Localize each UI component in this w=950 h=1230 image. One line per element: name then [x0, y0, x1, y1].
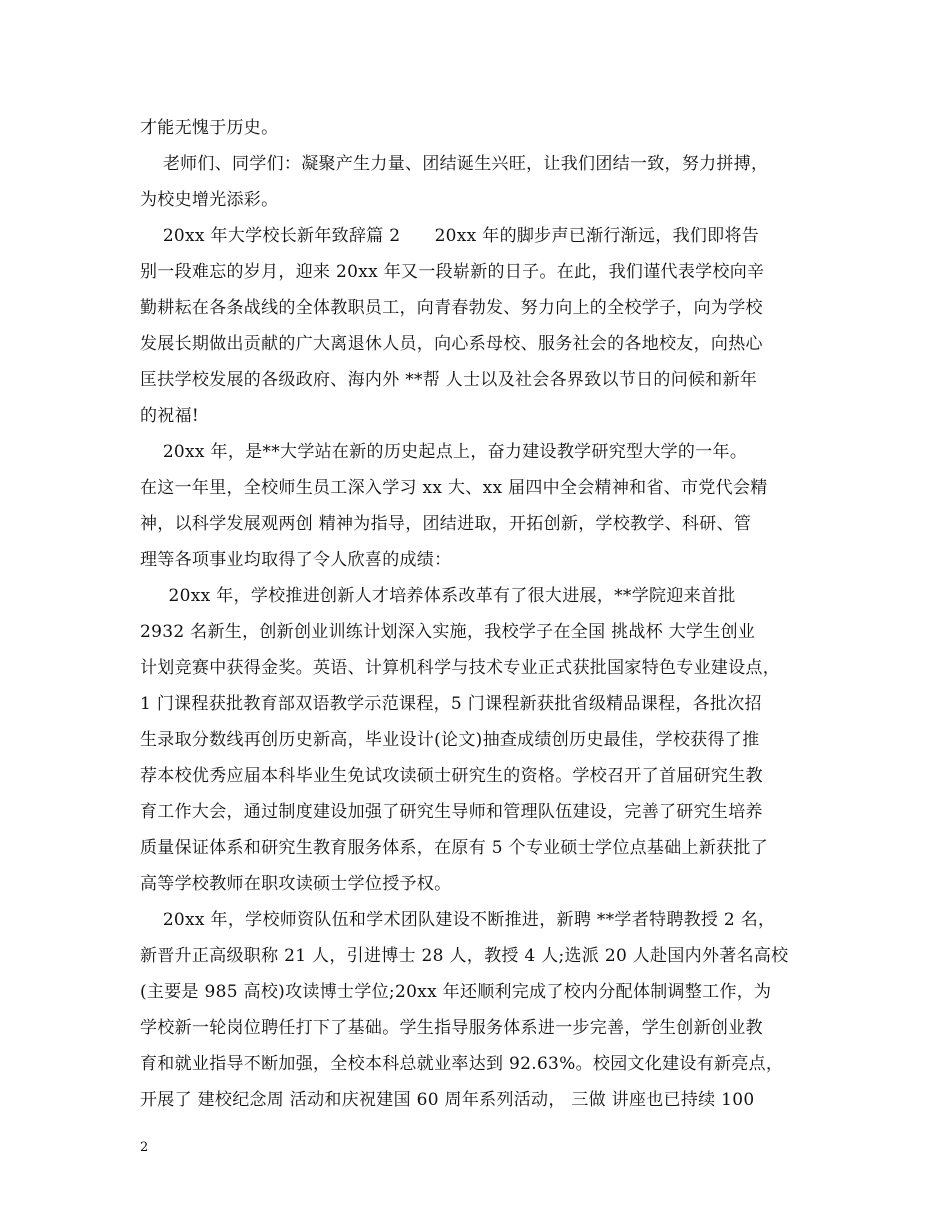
text-line: 别一段难忘的岁月，迎来 20xx 年又一段崭新的日子。在此，我们谨代表学校向辛: [140, 262, 765, 282]
text-line: 在这一年里，全校师生员工深入学习 xx 大、xx 届四中全会精神和省、市党代会精: [140, 478, 768, 498]
text-line: 20xx 年大学校长新年致辞篇 2 20xx 年的脚步声已渐行渐远，我们即将告: [140, 226, 760, 246]
page-number: 2: [140, 1140, 149, 1155]
text-line: 高等学校教师在职攻读硕士学位授予权。: [140, 874, 452, 894]
text-line: 育和就业指导不断加强，全校本科总就业率达到 92.63%。校园文化建设有新亮点，: [140, 1054, 784, 1074]
text-line: 才能无愧于历史。: [140, 118, 279, 138]
text-line: 开展了 建校纪念周 活动和庆祝建国 60 周年系列活动， 三做 讲座也已持续 100: [140, 1090, 755, 1110]
text-line: 为校史增光添彩。: [140, 190, 279, 210]
text-line: 理等各项事业均取得了令人欣喜的成绩：: [140, 550, 452, 570]
text-line: 20xx 年，是**大学站在新的历史起点上，奋力建设教学研究型大学的一年。: [140, 442, 748, 462]
text-line: 生录取分数线再创历史新高，毕业设计(论文)抽查成绩创历史最佳，学校获得了推: [140, 730, 760, 750]
text-line: (主要是 985 高校)攻读博士学位;20xx 年还顺利完成了校内分配体制调整工作，为: [140, 982, 772, 1002]
text-line: 1 门课程获批教育部双语教学示范课程，5 门课程新获批省级精品课程，各批次招: [140, 694, 762, 714]
text-line: 勤耕耘在各条战线的全体教职员工，向青春勃发、努力向上的全校学子，向为学校: [140, 298, 763, 318]
text-line: 荐本校优秀应届本科毕业生免试攻读硕士研究生的资格。学校召开了首届研究生教: [140, 766, 763, 786]
text-line: 质量保证体系和研究生教育服务体系，在原有 5 个专业硕士学位点基础上新获批了: [140, 838, 769, 858]
text-line: 发展长期做出贡献的广大离退休人员，向心系母校、服务社会的各地校友，向热心: [140, 334, 763, 354]
text-line: 计划竞赛中获得金奖。英语、计算机科学与技术专业正式获批国家特色专业建设点，: [140, 658, 781, 678]
text-line: 的祝福!: [140, 406, 200, 426]
text-line: 20xx 年，学校推进创新人才培养体系改革有了很大进展，**学院迎来首批: [140, 586, 736, 606]
text-line: 20xx 年，学校师资队伍和学术团队建设不断推进，新聘 **学者特聘教授 2 名，: [140, 910, 776, 930]
text-line: 育工作大会，通过制度建设加强了研究生导师和管理队伍建设，完善了研究生培养: [140, 802, 763, 822]
text-line: 老师们、同学们：凝聚产生力量、团结诞生兴旺，让我们团结一致，努力拼搏，: [140, 154, 769, 174]
text-line: 神，以科学发展观两创 精神为指导，团结进取，开拓创新，学校教学、科研、管: [140, 514, 752, 534]
text-line: 2932 名新生，创新创业训练计划深入实施，我校学子在全国 挑战杯 大学生创业: [140, 622, 756, 642]
text-line: 匡扶学校发展的各级政府、海内外 **帮 人士以及社会各界致以节日的问候和新年: [140, 370, 758, 390]
text-line: 新晋升正高级职称 21 人，引进博士 28 人，教授 4 人;选派 20 人赴国内外著名高校: [140, 946, 789, 966]
text-line: 学校新一轮岗位聘任打下了基础。学生指导服务体系进一步完善，学生创新创业教: [140, 1018, 763, 1038]
